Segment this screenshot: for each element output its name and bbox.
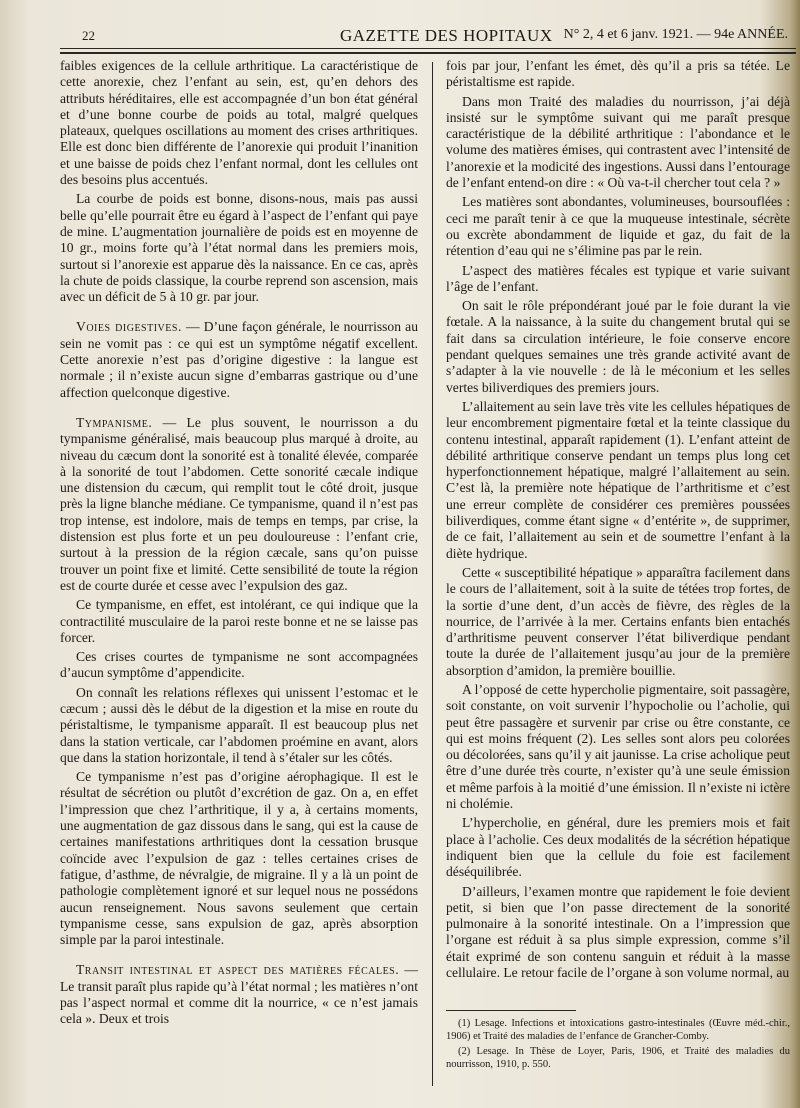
section-text: — D’une façon générale, le nourrisson au sein ne vomit pas : ce qui est un symptôme négatif excellent. Cette anorexie n’est pas d’origine digestive : la langue est normale ; il n’existe aucun signe d’embarras gastrique ou d’une affection quelconque digestive. <box>60 319 418 400</box>
column-divider <box>432 62 433 1086</box>
section-heading: Voies digestives. <box>76 319 182 335</box>
header-rule-thick <box>60 52 796 54</box>
paragraph: Dans mon Traité des maladies du nourrisson, j’ai déjà insisté sur le symptôme suivant qui me paraît presque caractéristique de la débilité arthritique : l’abondance et le volume des matières émises, qui contrastent avec l’intensité de l’anorexie et la modicité des ingestions. Aussi dans l’entourage de l’enfant entend-on dire : « Où va-t-il chercher tout cela ? » <box>446 93 790 191</box>
paragraph: Ces crises courtes de tympanisme ne sont accompagnées d’aucun symptôme d’appendicite. <box>60 649 418 681</box>
section-transit-intestinal <box>60 962 418 1027</box>
footnote-2: (2) Lesage. In Thèse de Loyer, Paris, 1906, et Traité des maladies du nourrisson, 1910, p. 550. <box>446 1046 790 1070</box>
paragraph: Cette « susceptibilité hépatique » apparaîtra facilement dans le cours de l’allaitement, soit à la suite de tétées trop fortes, de la sortie d’une dent, d’un accès de fièvre, des règles de la nourrice, de l’arrivée à la mer. Certains enfants bien entachés d’arthritisme peuvent conserver l’état biliverdique pendant toute la durée de l’allaitement jusqu’au jour de la première absorption d’amidon, la première bouillie. <box>446 564 790 678</box>
section-heading: Transit intestinal et aspect des matières fécales. <box>76 962 400 978</box>
right-column <box>446 58 790 981</box>
paragraph: fois par jour, l’enfant les émet, dès qu’il a pris sa tétée. Le péristaltisme est rapide. <box>446 58 790 90</box>
left-column <box>60 58 418 1028</box>
paragraph: A l’opposé de cette hypercholie pigmentaire, soit passagère, soit constante, on voit survenir l’hypocholie ou l’acholie, qui peut être passagère et survenir par crise ou être constante, ce qui est moins fréquent (2). Les selles sont alors peu colorées ou décolorées, sans qu’il y ait jaunisse. La crise acholique peut être d’une durée très courte, n’exister qu’à une seule émission et même parfois à la moitié d’une émission. Il n’existe ni ictère ni cholémie. <box>446 681 790 812</box>
running-header <box>82 24 794 50</box>
paragraph: L’aspect des matières fécales est typique et varie suivant l’âge de l’enfant. <box>446 262 790 294</box>
paragraph: faibles exigences de la cellule arthritique. La caractéristique de cette anorexie, chez l’enfant au sein, est, qu’en dehors des attributs héréditaires, elle est accompagnée d’un bon état général et d’une bonne courbe de poids au total, malgré quelques plateaux, quelques oscillations au moment des crises arthritiques. Elle est donc bien différente de l’anorexie qui produit l’inanition et une baisse de poids chez l’enfant normal, dont les cellules ont des besoins plus accentués. <box>60 58 418 188</box>
paragraph: On connaît les relations réflexes qui unissent l’estomac et le cæcum ; aussi dès le début de la digestion et la mise en route du péristaltisme, le tympanisme apparaît. Il est beaucoup plus net dans la station verticale, car l’abdomen proémine en avant, alors que dans la station horizontale, il tend à s’étaler sur les côtés. <box>60 684 418 765</box>
section-text: — Le plus souvent, le nourrisson a du tympanisme généralisé, mais beaucoup plus marqué à droite, au niveau du cæcum dont la sonorité est à tonalité élevée, comparée à la sonorité de tout l’abdomen. Cette sonorité cæcale indique une distension du cæcum, qui remplit tout le côté droit, jusque près la ligne blanche médiane. Ce tympanisme, quand il n’est pas trop intense, est indolore, mais de temps en temps, par crise, la distension est plus forte et un peu douloureuse : l’enfant crie, surtout à la pression de la région cæcale, sans qu’on puisse trouver un point fixe et limité. Cette sensibilité de toute la région est de courte durée et cesse avec l’expulsion des gaz. <box>60 414 418 593</box>
paragraph: L’allaitement au sein lave très vite les cellules hépatiques de leur encombrement pigmentaire fœtal et la teinte classique du contenu intestinal, apparaît rapidement (1). L’enfant atteint de débilité arthritique conserve pendant un temps plus long cet hyperfonctionnement hépatique, malgré l’allaitement au sein. C’est là, la première note hépatique de l’arthritisme et c’est une erreur complète de considérer ces premières poussées biliverdiques, comme étant signe « d’entérite », de supprimer, de ce fait, l’allaitement au sein et de soumettre l’enfant à la diète hydrique. <box>446 398 790 561</box>
paragraph: L’hypercholie, en général, dure les premiers mois et fait place à l’acholie. Ces deux modalités de la sécrétion hépatique indiquent bien que la cellule du foie est facilement déséquilibrée. <box>446 815 790 880</box>
paragraph: Ce tympanisme, en effet, est intolérant, ce qui indique que la contractilité musculaire de la paroi reste bonne et ne se laisse pas forcer. <box>60 597 418 645</box>
section-heading: Tympanisme. <box>76 414 153 430</box>
paragraph: D’ailleurs, l’examen montre que rapidement le foie devient petit, si bien que l’on passe directement de la sonorité pulmonaire à la sonorité intestinale. On a l’impression que l’organe est réduit à sa plus simple expression, comme s’il était exprimé de son contenu sanguin et réduit à la masse cellulaire. Le retour facile de l’organe à son volume normal, au <box>446 883 790 981</box>
paragraph: Les matières sont abondantes, volumineuses, boursouflées : ceci me paraît tenir à ce que la muqueuse intestinale, sécrète ou excrète abondamment de liquide et gaz, du fait de la rétention d’eau qui ne s’élimine pas par le rein. <box>446 194 790 259</box>
paragraph: Ce tympanisme n’est pas d’origine aérophagique. Il est le résultat de sécrétion ou plutôt d’excrétion de gaz. On a, en effet l’impression que chez l’arthritique, il y a, à certains moments, une augmentation de gaz dissous dans le sang, qui est la cause de certaines manifestations arthritiques dont la cessation brusque coïncide avec l’expulsion de gaz : telles certaines crises de fatigue, d’asthme, de névralgie, de migraine. Il y a là un point de pathologie complètement ignoré et sur lequel nous ne possédons aucun renseignement. Nous savons seulement que certain tympanisme cesse, sans expulsion de gaz, après absorption simple par la paroi intestinale. <box>60 769 418 948</box>
paragraph: La courbe de poids est bonne, disons-nous, mais pas aussi belle qu’elle pourrait être eu égard à l’aspect de l’enfant qui paye de mine. L’augmentation journalière de poids est en moyenne de 10 gr., moins forte qu’à l’état normal dans les premiers mois, surtout si l’anorexie est apparue dès la naissance. En ce cas, après la chute de poids classique, la courbe reprend son ascension, mais avec un déficit de 5 à 10 gr. par jour. <box>60 191 418 305</box>
section-text: — Le transit paraît plus rapide qu’à l’état normal ; les matières n’ont pas l’aspect normal et comme dit la nourrice, « ce n’est jamais cela ». Deux et trois <box>60 962 418 1027</box>
page-number: 22 <box>82 28 95 43</box>
footnotes <box>446 1018 790 1074</box>
journal-title: GAZETTE DES HOPITAUX <box>340 26 553 45</box>
issue-line: N° 2, 4 et 6 janv. 1921. — 94e ANNÉE. <box>563 27 788 42</box>
footnote-1: (1) Lesage. Infections et intoxications gastro-intestinales (Œuvre méd.-chir., 1906) et Traité des maladies de l’enfance de Grancher-Comby. <box>446 1018 790 1042</box>
section-voies-digestives <box>60 319 418 400</box>
paragraph: On sait le rôle prépondérant joué par le foie durant la vie fœtale. A la naissance, à la suite du changement brutal qui se fait dans sa circulation intérieure, le foie conserve encore pendant quelques semaines une très grande activité avant de s’adapter à la vie nouvelle : de là le méconium et les selles vertes biliverdiques des premiers jours. <box>446 298 790 395</box>
header-rule <box>60 48 796 49</box>
section-tympanisme <box>60 415 418 594</box>
footnote-rule <box>446 1010 576 1011</box>
